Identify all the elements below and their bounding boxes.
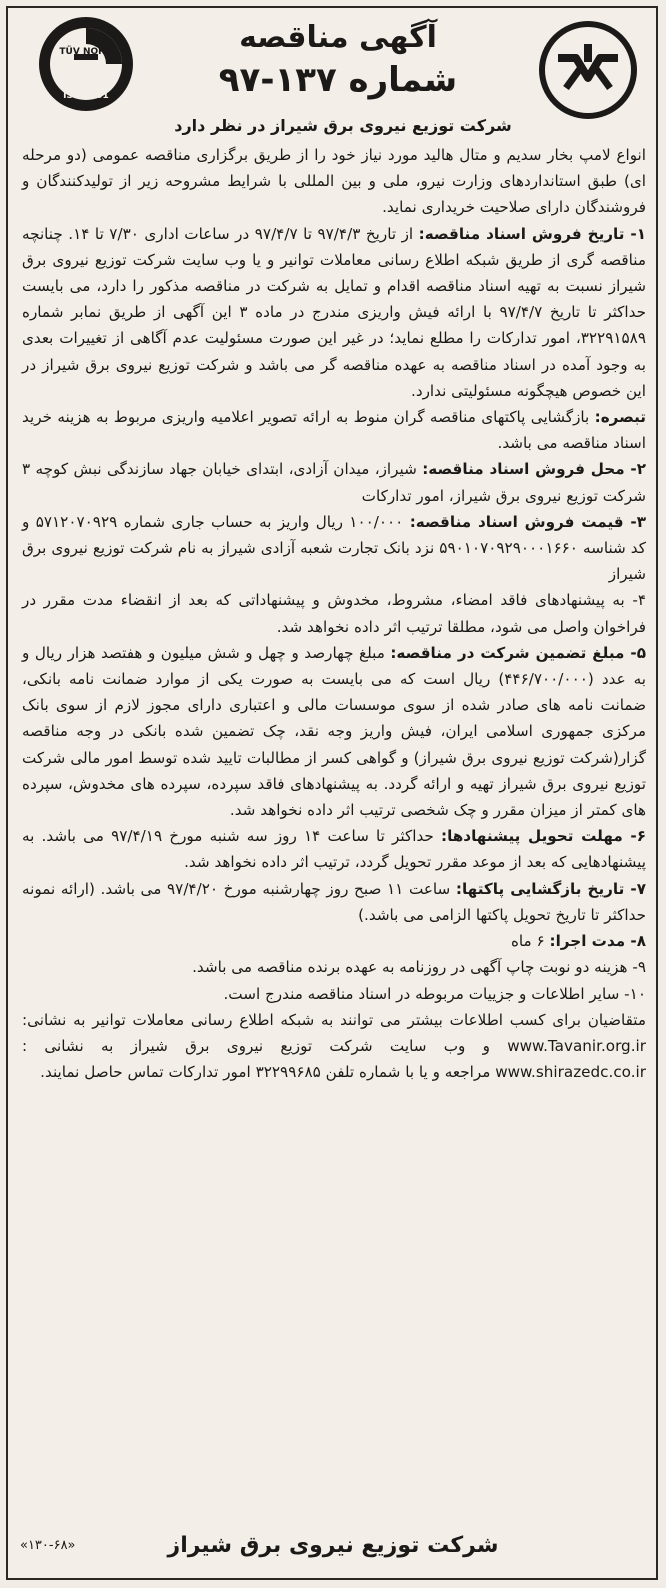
section-5-heading: ۵- مبلغ تضمین شرکت در مناقصه: [390, 643, 646, 662]
section-9: ۹- هزینه دو نوبت چاپ آگهی در روزنامه به عهده برنده مناقصه می باشد. [192, 958, 646, 977]
closing-paragraph: متقاضیان برای کسب اطلاعات بیشتر می توانند به شبکه اطلاع رسانی معاملات توانیر به نشانی: www.Tavanir.org.ir و وب سایت شرکت توزیع نیروی برق شیراز به نشانی : www.shirazedc.co.ir مراجعه و یا با شماره تلفن ۳۲۲۹۹۶۸۵ امور تدارکات تماس حاصل نمایند. [22, 1010, 646, 1082]
section-3 [22, 509, 646, 588]
section-7-text: ساعت ۱۱ صبح روز چهارشنبه مورخ ۹۷/۴/۲۰ می باشد. (ارائه نمونه حداکثر تا تاریخ تحویل پاکتها الزامی می باشد.) [22, 879, 646, 924]
tender-number: شماره ۱۳۷-۹۷ [218, 60, 458, 100]
section-1-heading: ۱- تاریخ فروش اسناد مناقصه: [418, 224, 646, 243]
section-3-heading: ۳- قیمت فروش اسناد مناقصه: [409, 512, 647, 531]
tavanir-logo [536, 18, 640, 122]
tuv-nord-iso-logo [36, 14, 136, 114]
section-1-text: از تاریخ ۹۷/۴/۳ تا ۹۷/۴/۷ در ساعات اداری ۷/۳۰ تا ۱۴. چنانچه مناقصه گری از طریق شبکه اطلاع رسانی معاملات توانیر و یا وب سایت شرکت توزیع نیروی برق شیراز نسبت به تهیه اسناد مناقصه اقدام و تمایل به شرکت در مناقصه مذکور را دارد، می بایست حداکثر تا تاریخ ۹۷/۴/۷ با ارائه فیش واریزی مندرج در ماده ۳ این آگهی از طریق نمابر شماره ۳۲۲۹۱۵۸۹، امور تدارکات را مطلع نماید؛ در غیر این صورت مسئولیت عدم آگاهی از تغییرات بعدی به وجود آمده در اسناد مناقصه به عهده مناقصه گر می باشد و شرکت توزیع نیروی برق شیراز در این خصوص هیچگونه مسئولیتی ندارد. [22, 224, 646, 400]
note [22, 404, 646, 456]
note-text: بازگشایی پاکتهای مناقصه گران منوط به ارائه تصویر اعلامیه واریزی مربوط به هزینه خرید اسناد مناقصه می باشد. [22, 408, 646, 453]
section-8 [22, 928, 646, 954]
section-1 [22, 221, 646, 404]
section-10: ۱۰- سایر اطلاعات و جزییات مربوطه در اسناد مناقصه مندرج است. [223, 984, 646, 1003]
tuv-nord-text: TÜV NORD [59, 47, 113, 57]
section-6-heading: ۶- مهلت تحویل پیشنهادها: [441, 827, 647, 846]
intro-company: شرکت توزیع نیروی برق شیراز در نظر دارد [174, 116, 512, 135]
intro-paragraph: انواع لامپ بخار سدیم و متال هالید مورد نیاز خود را از طریق برگزاری مناقصه عمومی (دو مرحله ای) طبق استانداردهای وزارت نیرو، ملی و بین المللی با شرایط مشروحه زیر از تولیدکنندگان و فروشندگان دارای صلاحیت خریداری نماید. [22, 146, 646, 217]
notice-title: آگهی مناقصه [239, 20, 437, 55]
section-5 [22, 640, 646, 823]
footer-code: «۱۳۰-۶۸» [20, 1538, 76, 1553]
section-2-heading: ۲- محل فروش اسناد مناقصه: [422, 460, 647, 479]
notice-body [22, 142, 646, 1085]
iso-text: ISO 9001 [63, 91, 109, 101]
section-4: ۴- به پیشنهادهای فاقد امضاء، مشروط، مخدوش و پیشنهاداتی که بعد از انقضاء مدت مقرر در فراخوان واصل می شود، مطلقا ترتیب اثر داده نخواهد شد. [22, 591, 646, 636]
section-7 [22, 876, 646, 928]
note-heading: تبصره: [594, 408, 646, 427]
section-6-text: حداکثر تا ساعت ۱۴ روز سه شنبه مورخ ۹۷/۴/۱۹ می باشد. به پیشنهادهایی که بعد از موعد مقرر تحویل گردد، ترتیب اثر داده نخواهد شد. [22, 827, 646, 872]
section-3-text: ۱۰۰/۰۰۰ ریال واریز به حساب جاری شماره ۵۷۱۲۰۷۰۹۲۹ و کد شناسه ۵۹۰۱۰۷۰۹۲۹۰۰۰۱۶۶۰ نزد بانک تجارت شعبه آزادی شیراز به نام شرکت توزیع نیروی برق شیراز [22, 512, 646, 584]
section-7-heading: ۷- تاریخ بازگشایی پاکتها: [455, 879, 647, 898]
section-6 [22, 823, 646, 875]
section-8-heading: ۸- مدت اجرا: [549, 932, 646, 951]
section-5-text: مبلغ چهارصد و چهل و شش میلیون و هفتصد هزار ریال و به عدد (۴۴۶/۷۰۰/۰۰۰) ریال است که می بایست به صورت یکی از موارد ضمانت نامه بانکی، ضمانت نامه های صادر شده از سوی موسسات مالی و اعتباری دارای مجوز لازم از سوی بانک مرکزی جمهوری اسلامی ایران، فیش واریز وجه نقد، چک تضمین شده بانکی در وجه مناقصه گزار(شرکت توزیع نیروی برق شیراز) و گواهی کسر از مطالبات تایید شده توسط امور مالی شرکت توزیع نیروی برق شیراز تهیه و ارائه گردد. به پیشنهادهای فاقد سپرده، سپرده های مخدوش، سپرده های کمتر از میزان مقرر و چک شخصی ترتیب اثر داده نخواهد شد. [22, 643, 647, 820]
footer-company: شرکت توزیع نیروی برق شیراز [167, 1533, 499, 1558]
section-2-text: شیراز، میدان آزادی، ابتدای خیابان جهاد سازندگی نبش کوچه ۳ شرکت توزیع نیروی برق شیراز، امور تدارکات [22, 460, 646, 505]
section-8-text: ۶ ماه [510, 932, 550, 951]
section-2 [22, 456, 646, 508]
